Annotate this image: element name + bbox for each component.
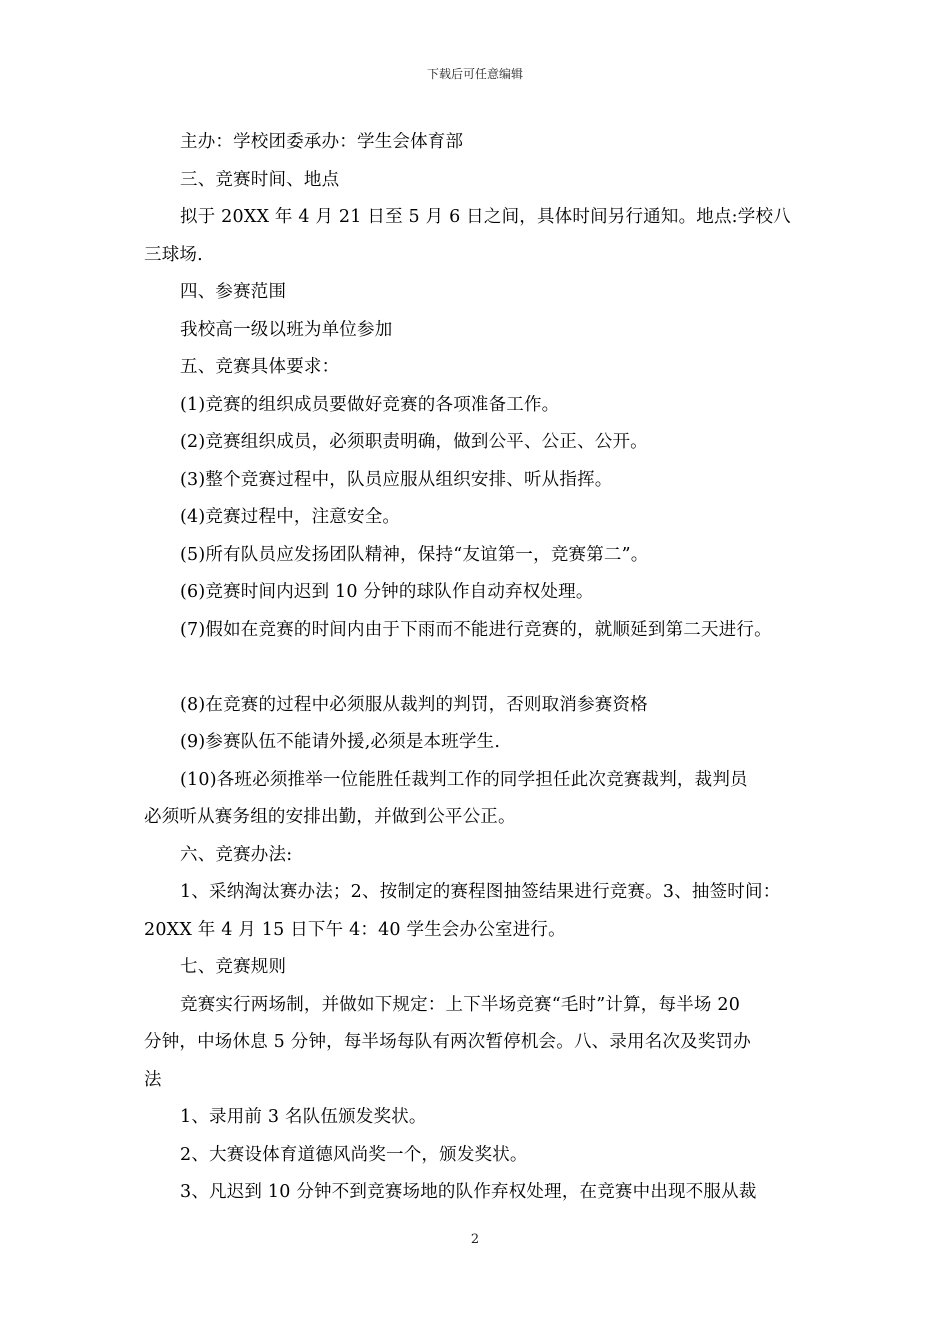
blank-line: [144, 649, 816, 687]
section-heading: 三、竞赛时间、地点: [180, 169, 340, 190]
list-item: (4)竞赛过程中，注意安全。: [180, 507, 401, 527]
paragraph-line: 三球场.: [144, 244, 203, 265]
paragraph-line: 必须听从赛务组的安排出勤，并做到公平公正。: [144, 807, 516, 827]
section-heading: 七、竞赛规则: [180, 957, 287, 977]
list-item: (5)所有队员应发扬团队精神，保持“友谊第一，竞赛第二”。: [180, 544, 649, 565]
page-number: 2: [470, 1232, 480, 1247]
paragraph-line: 竞赛实行两场制，并做如下规定：上下半场竞赛“毛时”计算，每半场 20: [180, 994, 741, 1015]
section-heading: 四、参赛范围: [180, 282, 287, 302]
list-item: (6)竞赛时间内迟到 10 分钟的球队作自动弃权处理。: [180, 582, 594, 602]
list-item: (2)竞赛组织成员，必须职责明确，做到公平、公正、公开。: [180, 432, 648, 452]
document-body: [144, 124, 816, 1212]
page-header: 下载后可任意编辑: [426, 67, 523, 81]
section-heading: 五、竞赛具体要求：: [180, 357, 340, 377]
list-item: (1)竞赛的组织成员要做好竞赛的各项准备工作。: [180, 394, 560, 415]
paragraph-line: 我校高一级以班为单位参加: [180, 319, 393, 340]
list-item: (9)参赛队伍不能请外援,必须是本班学生.: [180, 732, 501, 752]
list-item: (3)整个竞赛过程中，队员应服从组织安排、听从指挥。: [180, 469, 613, 490]
list-item: 2、大赛设体育道德风尚奖一个，颁发奖状。: [180, 1144, 528, 1165]
list-item: 3、凡迟到 10 分钟不到竞赛场地的队作弃权处理，在竞赛中出现不服从裁: [180, 1182, 757, 1202]
paragraph-line: 法: [144, 1069, 162, 1090]
section-heading: 六、竞赛办法:: [180, 844, 293, 865]
list-item: (8)在竞赛的过程中必须服从裁判的判罚，否则取消参赛资格: [180, 694, 648, 715]
list-item: (10)各班必须推举一位能胜任裁判工作的同学担任此次竞赛裁判，裁判员: [180, 769, 748, 790]
paragraph-line: 分钟，中场休息 5 分钟，每半场每队有两次暂停机会。八、录用名次及奖罚办: [144, 1032, 751, 1052]
paragraph-line: 拟于 20XX 年 4 月 21 日至 5 月 6 日之间，具体时间另行通知。地点:学校八: [180, 207, 791, 227]
paragraph-line: 主办：学校团委承办：学生会体育部: [180, 132, 464, 152]
list-item: (7)假如在竞赛的时间内由于下雨而不能进行竞赛的，就顺延到第二天进行。: [180, 619, 772, 640]
paragraph-line: 1、采纳淘汰赛办法；2、按制定的赛程图抽签结果进行竞赛。3、抽签时间：: [180, 882, 781, 902]
paragraph-line: 20XX 年 4 月 15 日下午 4：40 学生会办公室进行。: [144, 919, 566, 940]
list-item: 1、录用前 3 名队伍颁发奖状。: [180, 1107, 427, 1127]
